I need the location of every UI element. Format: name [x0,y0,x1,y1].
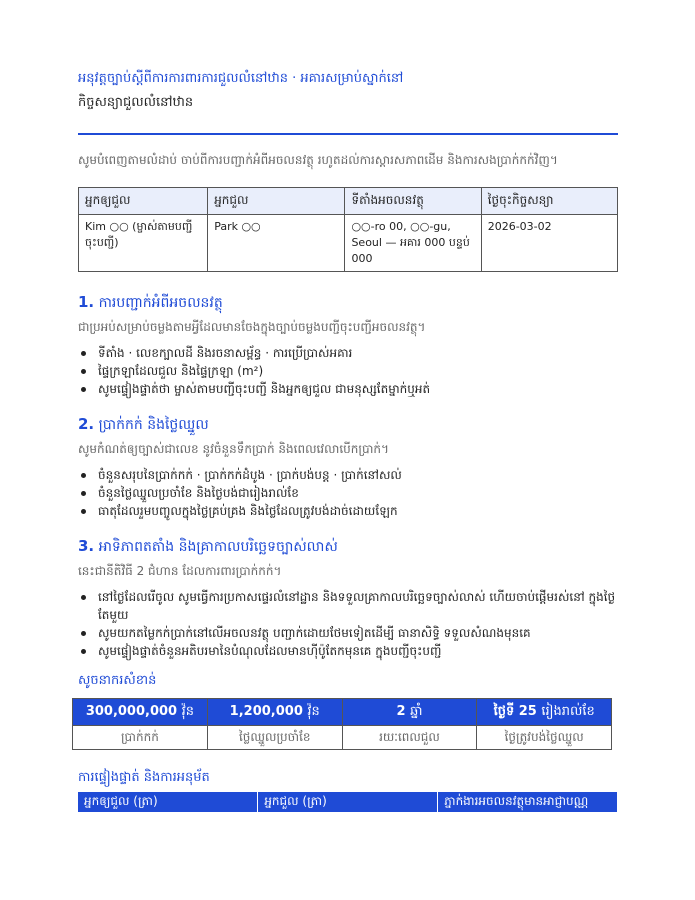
header-lessee: អ្នកជួល [208,188,345,215]
list-item: ចំនួនសរុបនៃប្រាក់កក់ · ប្រាក់កក់ដំបូង · ប្រាក់បង់បន្ត · ប្រាក់នៅសល់ [78,466,638,484]
section-title [78,292,638,313]
section-list [78,588,638,660]
signatures-title: ការផ្ទៀងផ្ទាត់ និងការអនុម័ត [78,770,210,785]
section-lead: នេះជានីតិវិធី 2 ជំហាន ដែលការពារប្រាក់កក់។ [78,564,282,578]
list-item: នៅថ្ងៃដែលរើចូល សូមធ្វើការប្រកាសផ្ទេរលំនៅដ្ឋាន និងទទួលគ្រាកាលបរិច្ឆេទច្បាស់លាស់ ហើយចាប់ផ្តើមរស់នៅ ក្នុងថ្ងៃតែមួយ [78,588,638,624]
signature-lessor-header: អ្នកឲ្យជួល (ត្រា) [78,792,258,812]
section-priority-date [78,536,638,660]
indicator-value: 300,000,000 [85,703,178,719]
section-heading: ប្រាក់កក់ និងថ្លៃឈ្នួល [98,417,209,433]
indicator-label: ថ្លៃឈ្នួលប្រចាំខែ [207,726,342,750]
section-title [78,536,638,557]
list-item: សូមផ្ទៀងផ្ទាត់ថា ម្ចាស់តាមបញ្ជីចុះបញ្ជី និងអ្នកឲ្យជួល ជាមនុស្សតែម្នាក់ឬអត់ [78,380,638,398]
indicator-deposit-value [73,699,208,726]
indicator-unit: វ៉ុន [181,703,195,719]
section-number: 1. [78,293,95,311]
document-title: អនុវត្តច្បាប់ស្តីពីការការពារការជួលលំនៅឋាន · អគារសម្រាប់ស្នាក់នៅ [78,71,404,86]
header-property-location: ទីតាំងអចលនវត្ថុ [345,188,481,215]
indicator-value: 2 [396,703,406,719]
list-item: សូមយកតម្លៃកក់ប្រាក់នៅលើអចលនវត្ថុ បញ្ជាក់ដោយថែមទៀតដើម្បី ធានាសិទ្ធិ ទទួលសំណងមុនគេ [78,624,638,642]
header-lessor: អ្នកឲ្យជួល [79,188,208,215]
section-deposit-rent [78,414,638,520]
indicator-payment-day-value [477,699,612,726]
indicator-label: ថ្ងៃត្រូវបង់ថ្លៃឈ្នួល [477,726,612,750]
section-title [78,414,638,435]
cell-property-location: ○○-ro 00, ○○-gu, Seoul — អគារ 000 បន្ទប់ 000 [345,215,481,272]
parties-table-header-row [79,188,618,215]
section-lead: សូមកំណត់ឲ្យច្បាស់ជាលេខ នូវចំនួនទឹកប្រាក់ និងពេលវេលាបើកប្រាក់។ [78,442,389,456]
indicator-values-row [73,699,612,726]
indicator-value: 1,200,000 [229,703,303,719]
header-contract-date: ថ្ងៃចុះកិច្ចសន្យា [481,188,617,215]
indicator-unit: ឆ្នាំ [410,703,423,719]
list-item: ចំនួនថ្លៃឈ្នួលប្រចាំខែ និងថ្ងៃបង់ជារៀងរាល់ខែ [78,484,638,502]
header-divider [78,133,618,135]
cell-contract-date: 2026-03-02 [481,215,617,272]
parties-table-row [79,215,618,272]
indicator-unit: វ៉ុន [307,703,320,719]
indicator-labels-row [73,726,612,750]
section-list [78,466,638,520]
list-item: ធាតុដែលរួមបញ្ចូលក្នុងថ្លៃគ្រប់គ្រង និងថ្លៃដែលត្រូវបង់ដាច់ដោយឡែក [78,502,638,520]
section-property [78,292,638,398]
signature-lessee-header: អ្នកជួល (ត្រា) [258,792,438,812]
indicator-monthly-rent-value [207,699,342,726]
key-indicators-title: សូចនាករសំខាន់ [78,673,157,688]
section-list [78,344,638,398]
indicator-label: ប្រាក់កក់ [73,726,208,750]
indicator-value: ថ្ងៃទី 25 [493,703,537,719]
section-lead: ជាប្រអប់សម្រាប់ចម្លងតាមអ្វីដែលមានចែងក្នុងច្បាប់ចម្លងបញ្ជីចុះបញ្ជីអចលនវត្ថុ។ [78,320,426,334]
section-heading: អាទិភាពតតាំង និងគ្រាកាលបរិច្ឆេទច្បាស់លាស់ [98,539,338,555]
indicator-unit: រៀងរាល់ខែ [541,703,595,719]
list-item: ទីតាំង · លេខក្បាលដី និងរចនាសម្ព័ន្ធ · ការប្រើប្រាស់អគារ [78,344,638,362]
indicator-label: រយៈពេលជួល [342,726,477,750]
cell-lessee: Park ○○ [208,215,345,272]
key-indicators-table [72,698,612,750]
section-heading: ការបញ្ជាក់អំពីអចលនវត្ថុ [98,295,223,311]
list-item: សូមផ្ទៀងផ្ទាត់ចំនួនអតិបរមានៃបំណុលដែលមានហ៊ីប៉ូតែកមុនគេ ក្នុងបញ្ជីចុះបញ្ជី [78,642,638,660]
signature-agent-header: ភ្នាក់ងារអចលនវត្ថុមានអាជ្ញាបណ្ណ [438,792,618,812]
signatures-table [78,792,618,812]
document-intro: សូមបំពេញតាមលំដាប់ ចាប់ពីការបញ្ជាក់អំពីអចលនវត្ថុ រហូតដល់ការស្តារសភាពដើម និងការសងប្រាក់កក់វិញ។ [78,153,558,167]
indicator-term-value [342,699,477,726]
parties-table [78,187,618,272]
signatures-header-row [78,792,618,812]
section-number: 2. [78,415,95,433]
cell-lessor: Kim ○○ (ម្ចាស់តាមបញ្ជីចុះបញ្ជី) [79,215,208,272]
document-header [78,70,618,112]
list-item: ផ្ទៃក្រឡាដែលជួល និងផ្ទៃក្រឡា (m²) [78,362,638,380]
document-subtitle: កិច្ចសន្យាជួលលំនៅឋាន [78,95,194,110]
section-number: 3. [78,537,95,555]
